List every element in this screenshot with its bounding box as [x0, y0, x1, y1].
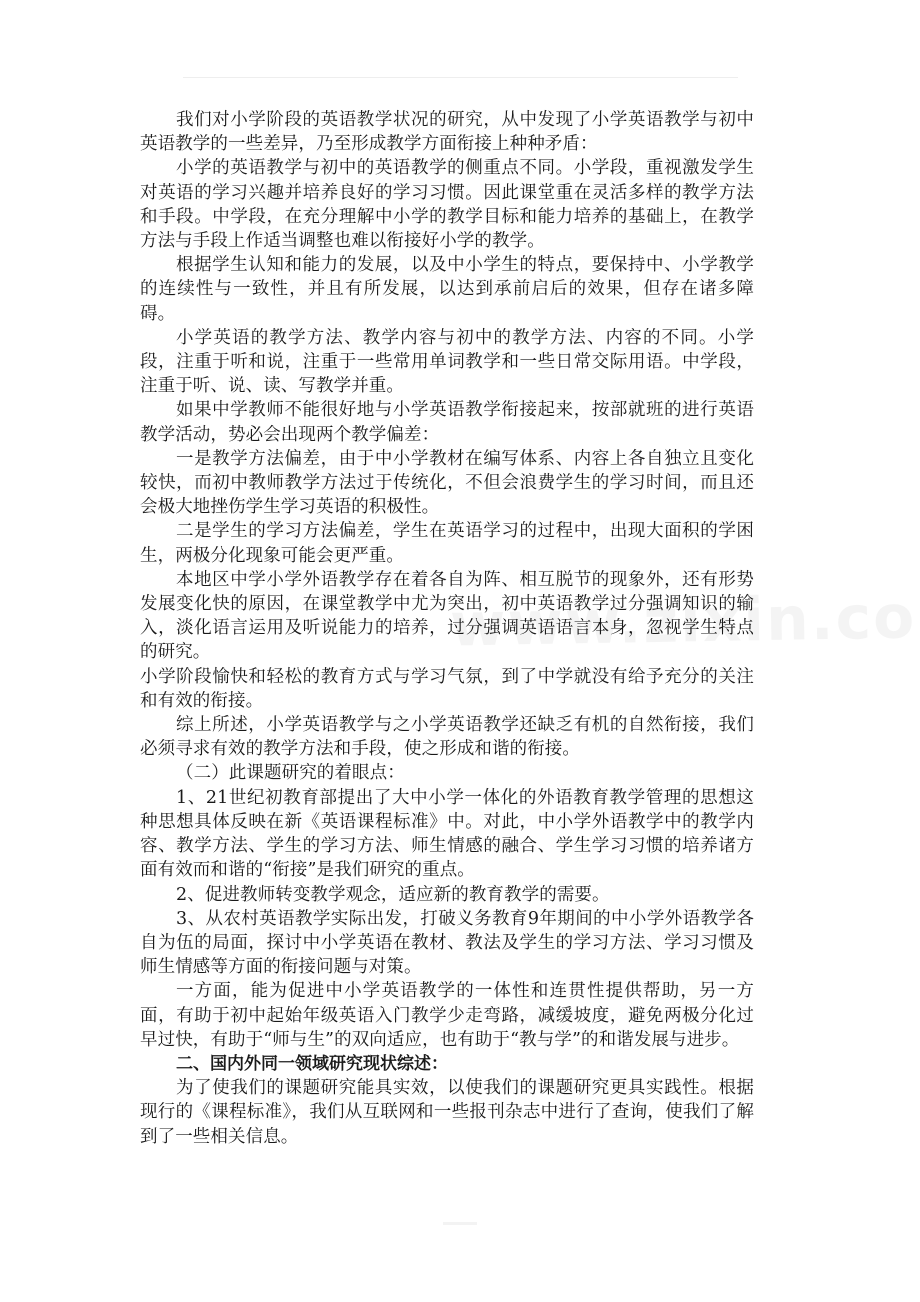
- section-heading: 二、国内外同一领域研究现状综述：: [176, 1053, 448, 1074]
- paragraph-benefits: 一方面，能为促进中小学英语教学的一体性和连贯性提供帮助，另一方面，有助于初中起始年级英语入门教学少走弯路，减缓坡度，避免两极分化过早过快，有助于“师与生”的双向适应，也有助于“教与学”的和谐发展与进步。: [140, 981, 754, 1050]
- paragraph-point-3: 3、从农村英语教学实际出发，打破义务教育9年期间的中小学外语教学各自为伍的局面，探讨中小学英语在教材、教法及学生的学习方法、学习习惯及师生情感等方面的衔接问题与对策。: [140, 908, 754, 978]
- paragraph-focus-heading: （二）此课题研究的着眼点：: [176, 763, 405, 784]
- paragraph-primary-atmosphere: 小学阶段愉快和轻松的教育方式与学习气氛，到了中学就没有给予充分的关注和有效的衔接。: [140, 666, 754, 711]
- paragraph-closing: 为了使我们的课题研究能具实效，以使我们的课题研究更具实践性。根据现行的《课程标准》，我们从互联网和一些报刊杂志中进行了查询，使我们了解到了一些相关信息。: [140, 1078, 754, 1147]
- paragraph-focus-difference: 小学的英语教学与初中的英语教学的侧重点不同。小学段，重视激发学生对英语的学习兴趣并培养良好的学习习惯。因此课堂重在灵活多样的教学方法和手段。中学段，在充分理解中小学的教学目标和能力培养的基础上，在教学方法与手段上作适当调整也难以衔接好小学的教学。: [140, 158, 754, 252]
- paragraph-continuity: 根据学生认知和能力的发展，以及中小学生的特点，要保持中、小学教学的连续性与一致性，并且有所发展，以达到承前启后的效果，但存在诸多障碍。: [140, 255, 754, 324]
- paragraph-local-situation: 本地区中学小学外语教学存在着各自为阵、相互脱节的现象外，还有形势发展变化快的原因，在课堂教学中尤为突出，初中英语教学过分强调知识的输入，淡化语言运用及听说能力的培养，过分强调英语语言本身，忽视学生特点的研究。: [140, 569, 754, 663]
- paragraph-point-1: 1、21世纪初教育部提出了大中小学一体化的外语教育教学管理的思想这种思想具体反映在新《英语课程标准》中。对此，中小学外语教学中的教学内容、教学方法、学生的学习方法、师生情感的融合、学生学习习惯的培养诸方面有效而和谐的“衔接”是我们研究的重点。: [140, 787, 754, 881]
- paragraph-deviation-one: 一是教学方法偏差，由于中小学教材在编写体系、内容上各自独立且变化较快，而初中教师教学方法过于传统化，不但会浪费学生的学习时间，而且还会极大地挫伤学生学习英语的积极性。: [140, 448, 754, 518]
- footer-mark: [443, 1222, 477, 1225]
- paragraph-deviation-two: 二是学生的学习方法偏差，学生在英语学习的过程中，出现大面积的学困生，两极分化现象可能会更严重。: [140, 521, 754, 566]
- header-rule: [183, 77, 738, 78]
- paragraph-two-deviations: 如果中学教师不能很好地与小学英语教学衔接起来，按部就班的进行英语教学活动，势必会出现两个教学偏差：: [140, 400, 754, 445]
- paragraph-intro: 我们对小学阶段的英语教学状况的研究，从中发现了小学英语教学与初中英语教学的一些差异，乃至形成教学方面衔接上种种矛盾：: [140, 110, 754, 155]
- document-body: [140, 108, 754, 1149]
- paragraph-methods-content: 小学英语的教学方法、教学内容与初中的教学方法、内容的不同。小学段，注重于听和说，注重于一些常用单词教学和一些日常交际用语。中学段，注重于听、说、读、写教学并重。: [140, 327, 754, 397]
- paragraph-point-2: 2、促进教师转变教学观念，适应新的教育教学的需要。: [176, 884, 610, 905]
- paragraph-summary: 综上所述，小学英语教学与之小学英语教学还缺乏有机的自然衔接，我们必须寻求有效的教学方法和手段，使之形成和谐的衔接。: [140, 715, 754, 760]
